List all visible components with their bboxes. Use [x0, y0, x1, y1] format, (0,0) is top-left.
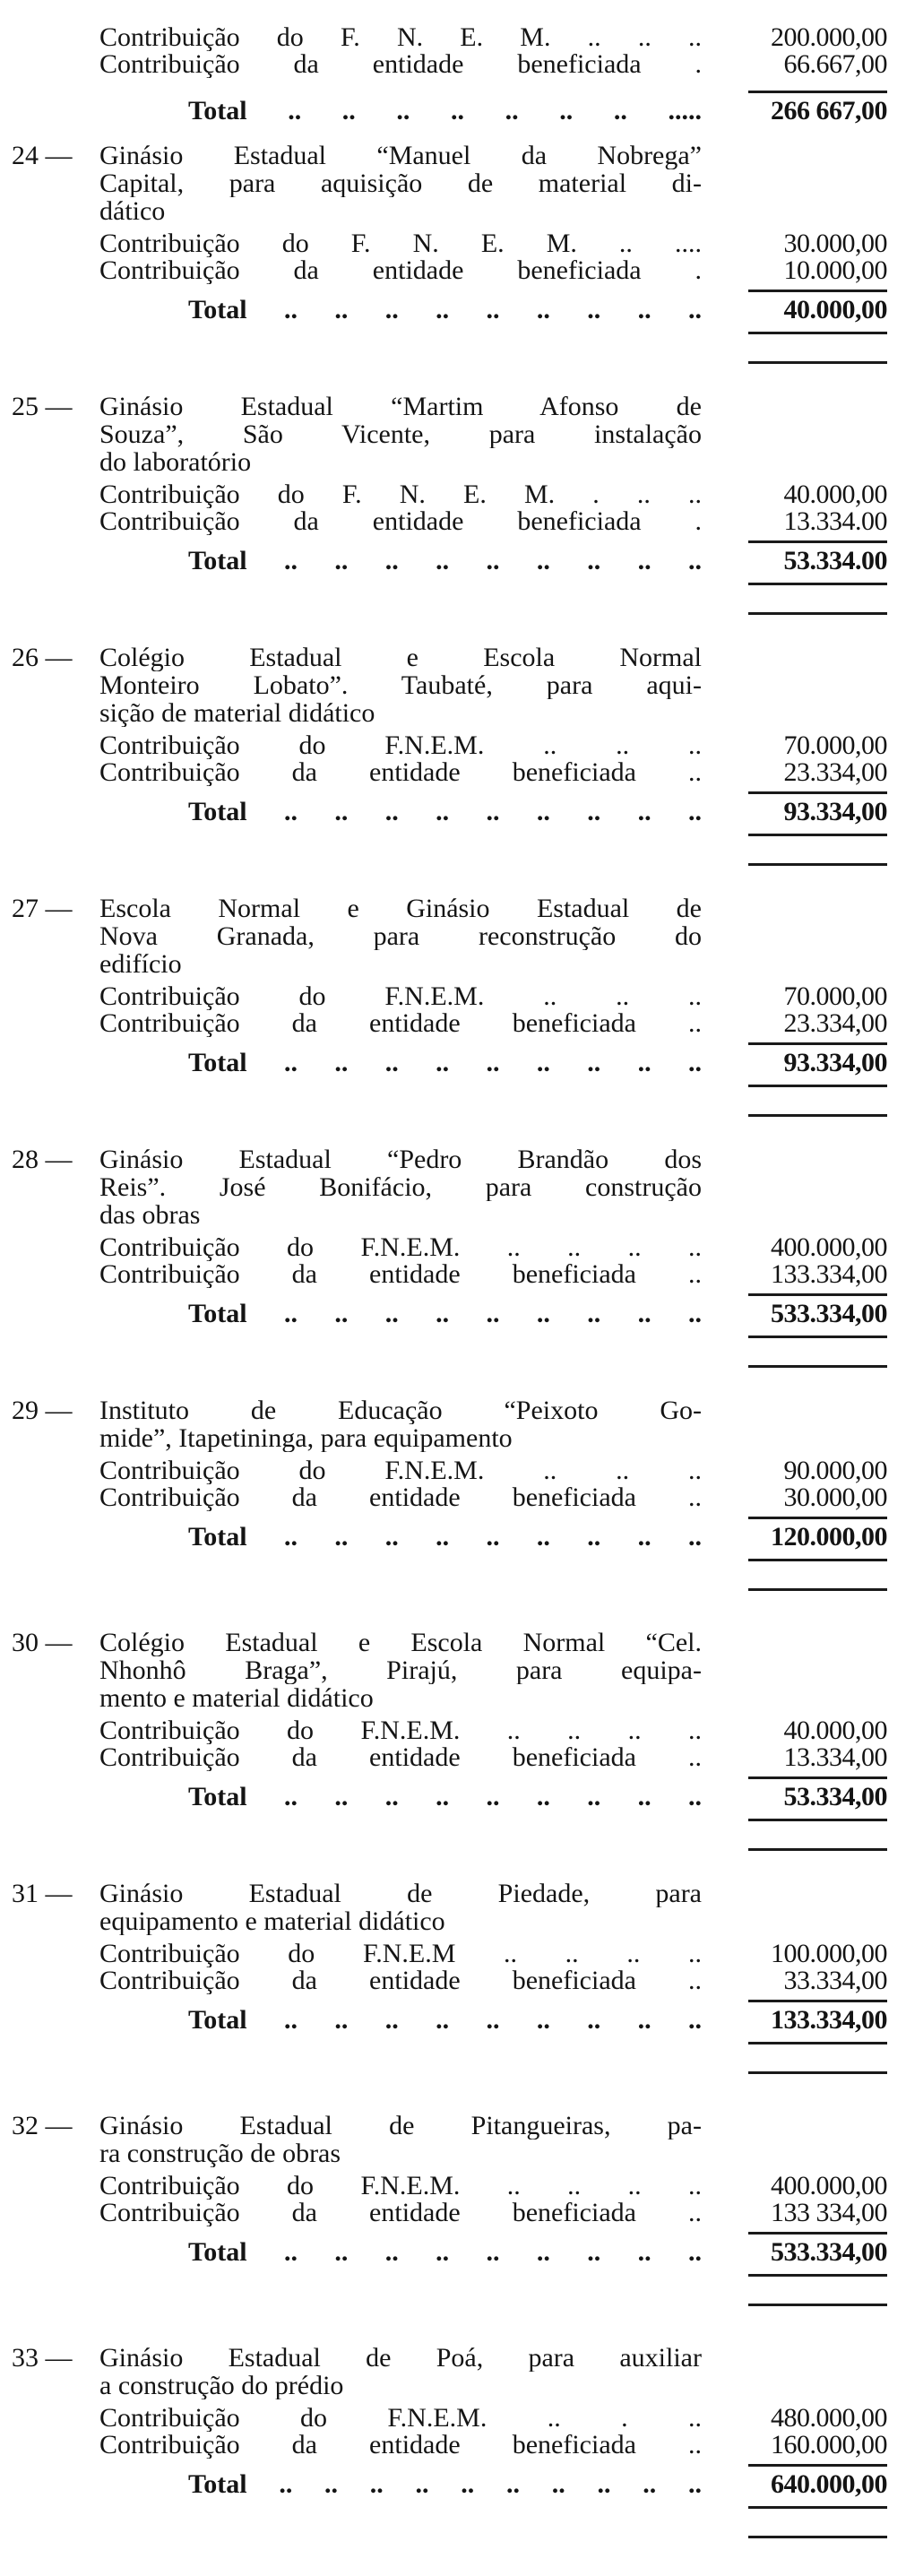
contribution-list	[0, 1234, 906, 1288]
total-label: Total .. .. .. .. .. .. .. .. ..	[188, 798, 702, 826]
contribution-amount: 400.000,00	[771, 1232, 887, 1262]
subtotal-rule	[748, 91, 887, 93]
title-line	[0, 1629, 906, 1656]
subtotal-rule	[748, 540, 887, 543]
total-label: Total .. .. .. .. .. .. .. .....	[188, 97, 702, 125]
total-rule	[748, 583, 887, 585]
contribution-row	[0, 508, 906, 535]
contribution-label: Contribuição do F.N.E.M. .. .. ..	[99, 1457, 702, 1484]
total-row	[0, 1523, 906, 1552]
title-line	[0, 197, 906, 225]
title-line	[0, 420, 906, 448]
title-text: ra construção de obras	[99, 2139, 341, 2167]
contribution-amount: 100.000,00	[771, 1939, 887, 1968]
contribution-list	[0, 1457, 906, 1511]
entry-item	[0, 1145, 906, 1368]
total-rule	[748, 1819, 887, 1821]
contribution-amount: 30.000,00	[783, 229, 887, 258]
title-line	[0, 1424, 906, 1452]
subtotal-rule	[748, 791, 887, 794]
total-amount: 93.334,00	[783, 797, 887, 826]
entry-item	[0, 1880, 906, 2074]
contribution-row	[0, 732, 906, 759]
entry-number: 25 —	[12, 392, 73, 421]
closing-rule	[748, 2071, 887, 2074]
entry-title	[0, 1880, 906, 1935]
contribution-row	[0, 2432, 906, 2459]
total-amount: 40.000,00	[783, 295, 887, 324]
title-text: mento e material didático	[99, 1684, 374, 1712]
total-rule	[748, 2506, 887, 2509]
contribution-amount: 480.000,00	[771, 2403, 887, 2433]
subtotal-rule	[748, 2000, 887, 2002]
total-label: Total .. .. .. .. .. .. .. .. ..	[188, 1523, 702, 1552]
contribution-amount: 133 334,00	[771, 2198, 887, 2227]
closing-rule	[748, 1114, 887, 1117]
contribution-label: Contribuição do F.N.E.M. .. .. .. ..	[99, 1717, 702, 1744]
contribution-row	[0, 24, 906, 51]
title-line	[0, 2139, 906, 2167]
contribution-label: Contribuição da entidade beneficiada .	[99, 51, 702, 78]
entry-title	[0, 644, 906, 727]
title-text: Ginásio Estadual “Pedro Brandão dos	[99, 1145, 702, 1173]
contribution-row	[0, 759, 906, 786]
total-label: Total .. .. .. .. .. .. .. .. ..	[188, 547, 702, 575]
total-label: Total .. .. .. .. .. .. .. .. .. ..	[188, 2470, 702, 2499]
title-text: edifício	[99, 950, 182, 978]
total-label: Total .. .. .. .. .. .. .. .. ..	[188, 1049, 702, 1077]
title-text: a construção do prédio	[99, 2372, 344, 2399]
entry-title	[0, 1396, 906, 1452]
contribution-label: Contribuição da entidade beneficiada ..	[99, 1261, 702, 1288]
title-text: Instituto de Educação “Peixoto Go-	[99, 1396, 702, 1424]
contribution-label: Contribuição da entidade beneficiada ..	[99, 1967, 702, 1994]
contribution-row	[0, 230, 906, 257]
title-line	[0, 922, 906, 950]
contribution-label: Contribuição da entidade beneficiada ..	[99, 2432, 702, 2459]
total-amount: 266 667,00	[771, 96, 887, 125]
entry-item	[0, 2112, 906, 2306]
entry-item	[0, 644, 906, 866]
total-rule	[748, 834, 887, 836]
title-line	[0, 644, 906, 671]
contribution-amount: 13.334,00	[783, 1742, 887, 1772]
subtotal-rule	[748, 1293, 887, 1296]
contribution-amount: 200.000,00	[771, 22, 887, 52]
title-line	[0, 1396, 906, 1424]
contribution-list	[0, 2173, 906, 2226]
total-label: Total .. .. .. .. .. .. .. .. ..	[188, 1783, 702, 1811]
contribution-amount: 66.667,00	[783, 49, 887, 79]
title-text: Colégio Estadual e Escola Normal	[99, 644, 702, 671]
total-label: Total .. .. .. .. .. .. .. .. ..	[188, 2006, 702, 2035]
contribution-list	[0, 1717, 906, 1771]
title-line	[0, 2372, 906, 2399]
title-line	[0, 1656, 906, 1684]
title-line	[0, 393, 906, 420]
contribution-row	[0, 1261, 906, 1288]
contribution-label: Contribuição da entidade beneficiada ..	[99, 759, 702, 786]
contribution-row	[0, 1457, 906, 1484]
total-row	[0, 2238, 906, 2267]
contribution-label: Contribuição da entidade beneficiada ..	[99, 1744, 702, 1771]
total-row	[0, 798, 906, 826]
contribution-label: Contribuição do F.N.E.M. .. .. ..	[99, 983, 702, 1010]
title-line	[0, 1173, 906, 1201]
title-line	[0, 142, 906, 169]
contribution-row	[0, 257, 906, 284]
title-line	[0, 699, 906, 727]
contribution-amount: 40.000,00	[783, 1716, 887, 1745]
title-text: Escola Normal e Ginásio Estadual de	[99, 895, 702, 922]
subtotal-rule	[748, 2232, 887, 2235]
contribution-row	[0, 2405, 906, 2432]
subtotal-rule	[748, 1042, 887, 1045]
document-page	[0, 19, 906, 2576]
title-text: Monteiro Lobato”. Taubaté, para aqui-	[99, 671, 702, 699]
contribution-label: Contribuição da entidade beneficiada ..	[99, 1484, 702, 1511]
contribution-label: Contribuição da entidade beneficiada .	[99, 508, 702, 535]
title-text: Ginásio Estadual de Piedade, para	[99, 1880, 702, 1907]
contribution-label: Contribuição da entidade beneficiada .	[99, 257, 702, 284]
title-line	[0, 1684, 906, 1712]
total-row	[0, 1783, 906, 1811]
title-line	[0, 1145, 906, 1173]
title-line	[0, 2112, 906, 2139]
contribution-label: Contribuição do F.N.E.M .. .. .. ..	[99, 1941, 702, 1967]
entry-number: 28 —	[12, 1145, 73, 1174]
entry-continuation	[0, 24, 906, 125]
title-text: Ginásio Estadual “Manuel da Nobrega”	[99, 142, 702, 169]
title-line	[0, 1201, 906, 1229]
title-line	[0, 448, 906, 476]
total-label: Total .. .. .. .. .. .. .. .. ..	[188, 296, 702, 324]
title-text: mide”, Itapetininga, para equipamento	[99, 1424, 513, 1452]
contribution-label: Contribuição do F. N. E. M. .. ....	[99, 230, 702, 257]
contribution-row	[0, 51, 906, 78]
title-line	[0, 2344, 906, 2372]
title-text: Nhonhô Braga”, Pirajú, para equipa-	[99, 1656, 702, 1684]
entry-title	[0, 2112, 906, 2167]
contribution-row	[0, 1234, 906, 1261]
title-text: Capital, para aquisição de material di-	[99, 169, 702, 197]
contribution-amount: 160.000,00	[771, 2430, 887, 2459]
contribution-list	[0, 24, 906, 78]
total-amount: 120.000,00	[771, 1522, 887, 1552]
contribution-label: Contribuição da entidade beneficiada ..	[99, 1010, 702, 1037]
contribution-list	[0, 481, 906, 535]
entry-title	[0, 142, 906, 225]
closing-rule	[748, 1848, 887, 1851]
title-text: Colégio Estadual e Escola Normal “Cel.	[99, 1629, 702, 1656]
contribution-list	[0, 2405, 906, 2459]
closing-rule	[748, 1588, 887, 1591]
contribution-amount: 133.334,00	[771, 1259, 887, 1289]
contribution-label: Contribuição do F. N. E. M. . .. ..	[99, 481, 702, 508]
title-text: Ginásio Estadual de Pitangueiras, pa-	[99, 2112, 702, 2139]
total-amount: 533.334,00	[771, 2237, 887, 2267]
total-amount: 93.334,00	[783, 1048, 887, 1077]
total-row	[0, 2470, 906, 2499]
entry-number: 27 —	[12, 894, 73, 923]
closing-rule	[748, 2536, 887, 2538]
title-line	[0, 895, 906, 922]
contribution-amount: 30.000,00	[783, 1482, 887, 1512]
total-rule	[748, 1085, 887, 1087]
contribution-amount: 23.334,00	[783, 1008, 887, 1038]
title-text: do laboratório	[99, 448, 252, 476]
contribution-row	[0, 983, 906, 1010]
total-amount: 53.334.00	[783, 546, 887, 575]
total-amount: 533.334,00	[771, 1299, 887, 1328]
entry-item	[0, 895, 906, 1117]
total-row	[0, 2006, 906, 2035]
contribution-label: Contribuição do F.N.E.M. .. .. .. ..	[99, 1234, 702, 1261]
subtotal-rule	[748, 1776, 887, 1779]
contribution-list	[0, 1941, 906, 1994]
entry-number: 26 —	[12, 643, 73, 672]
entry-item	[0, 1396, 906, 1591]
title-text: Ginásio Estadual “Martim Afonso de	[99, 393, 702, 420]
total-rule	[748, 332, 887, 334]
entry-item	[0, 2344, 906, 2538]
contribution-list	[0, 983, 906, 1037]
entry-title	[0, 2344, 906, 2399]
contribution-amount: 13.334.00	[783, 506, 887, 536]
title-line	[0, 1880, 906, 1907]
contribution-row	[0, 1010, 906, 1037]
contribution-row	[0, 2173, 906, 2200]
total-rule	[748, 1559, 887, 1561]
contribution-amount: 70.000,00	[783, 981, 887, 1011]
total-amount: 53.334,00	[783, 1782, 887, 1811]
title-text: Reis”. José Bonifácio, para construção	[99, 1173, 702, 1201]
total-rule	[748, 2042, 887, 2044]
total-row	[0, 97, 906, 125]
closing-rule	[748, 361, 887, 364]
contribution-label: Contribuição do F.N.E.M. .. .. .. ..	[99, 2173, 702, 2200]
contribution-row	[0, 1941, 906, 1967]
entry-title	[0, 393, 906, 476]
title-line	[0, 169, 906, 197]
contribution-label: Contribuição do F.N.E.M. .. . ..	[99, 2405, 702, 2432]
entry-number: 33 —	[12, 2343, 73, 2373]
title-text: Ginásio Estadual de Poá, para auxiliar	[99, 2344, 702, 2372]
contribution-label: Contribuição da entidade beneficiada ..	[99, 2200, 702, 2226]
total-label: Total .. .. .. .. .. .. .. .. ..	[188, 1300, 702, 1328]
entry-item	[0, 1629, 906, 1851]
entry-number: 24 —	[12, 141, 73, 170]
entry-item	[0, 142, 906, 364]
closing-rule	[748, 1365, 887, 1368]
title-line	[0, 671, 906, 699]
contribution-row	[0, 1717, 906, 1744]
total-rule	[748, 1336, 887, 1338]
total-rule	[748, 2274, 887, 2277]
contribution-row	[0, 1967, 906, 1994]
closing-rule	[748, 863, 887, 866]
entry-number: 31 —	[12, 1879, 73, 1908]
contribution-row	[0, 2200, 906, 2226]
title-text: das obras	[99, 1201, 201, 1229]
contribution-row	[0, 1484, 906, 1511]
subtotal-rule	[748, 1517, 887, 1519]
entry-title	[0, 895, 906, 978]
total-row	[0, 1049, 906, 1077]
total-amount: 133.334,00	[771, 2005, 887, 2035]
total-row	[0, 547, 906, 575]
subtotal-rule	[748, 290, 887, 292]
contribution-amount: 23.334,00	[783, 757, 887, 787]
entry-number: 29 —	[12, 1396, 73, 1425]
title-line	[0, 1907, 906, 1935]
contribution-amount: 70.000,00	[783, 730, 887, 760]
entry-item	[0, 393, 906, 615]
contribution-label: Contribuição do F.N.E.M. .. .. ..	[99, 732, 702, 759]
contribution-list	[0, 732, 906, 786]
entry-number: 30 —	[12, 1628, 73, 1657]
contribution-amount: 40.000,00	[783, 480, 887, 509]
title-text: sição de material didático	[99, 699, 375, 727]
contribution-row	[0, 481, 906, 508]
contribution-row	[0, 1744, 906, 1771]
contribution-label: Contribuição do F. N. E. M. .. .. ..	[99, 24, 702, 51]
contribution-amount: 10.000,00	[783, 255, 887, 285]
entry-title	[0, 1145, 906, 1229]
total-row	[0, 1300, 906, 1328]
title-line	[0, 950, 906, 978]
total-amount: 640.000,00	[771, 2469, 887, 2499]
contribution-amount: 90.000,00	[783, 1456, 887, 1485]
contribution-amount: 33.334,00	[783, 1966, 887, 1995]
entry-title	[0, 1629, 906, 1712]
contribution-amount: 400.000,00	[771, 2171, 887, 2200]
total-row	[0, 296, 906, 324]
total-label: Total .. .. .. .. .. .. .. .. ..	[188, 2238, 702, 2267]
title-text: Souza”, São Vicente, para instalação	[99, 420, 702, 448]
title-text: dático	[99, 197, 166, 225]
title-text: equipamento e material didático	[99, 1907, 445, 1935]
subtotal-rule	[748, 2464, 887, 2467]
title-text: Nova Granada, para reconstrução do	[99, 922, 702, 950]
closing-rule	[748, 2304, 887, 2306]
contribution-list	[0, 230, 906, 284]
closing-rule	[748, 612, 887, 615]
entry-number: 32 —	[12, 2111, 73, 2140]
